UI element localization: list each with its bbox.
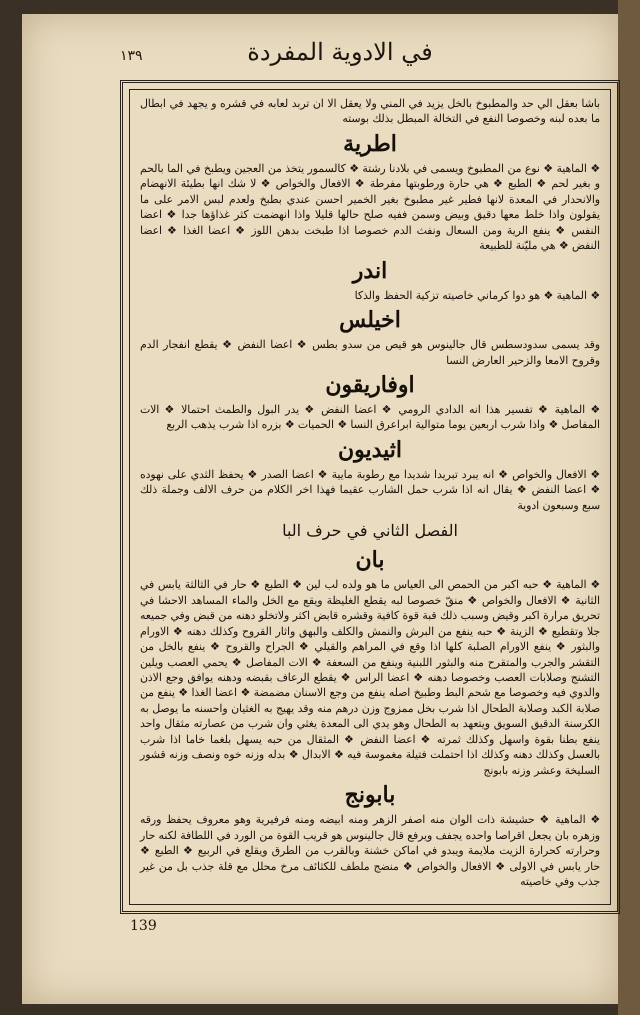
entry-title-andar: اندر xyxy=(352,257,388,284)
entry-text-babunaj: ❖ الماهية ❖ حشيشة ذات الوان منه اصفر الزهر ومنه ابيضه ومنه فرفيرية وهو معروف يحفظ ورقه وزهره بان يجعل اقراصا واحده يجفف ويرفع قال جالينوس هو قريب القوة من الورد في اللطافة لكنه حار وحرارته كحرارة الزيت ملايمة ويبدو في اماكن خشنة وبالقرب من الطرق ويقلع في الربيع ❖ الطبع ❖ حار يابس في الاولى ❖ الافعال والخواص ❖ منضج ملطف للكثائف مرخ محلل مع قلة جذب بل من غير جذب وفي خاصيته xyxy=(140,813,600,888)
text-frame xyxy=(120,80,620,914)
footer-page-number: 139 xyxy=(130,918,157,934)
entry-text-andar: ❖ الماهية ❖ هو دوا كرماني خاصيته تزكية الحفظ والذكا xyxy=(354,288,600,302)
entry-title-babunaj: بابونج xyxy=(344,782,396,809)
section-heading: الفصل الثاني في حرف البا xyxy=(282,521,458,541)
text-frame-inner xyxy=(129,89,611,905)
entry-text-ban: ❖ الماهية ❖ حبه اكبر من الحمص الى العياس ما هو ولده لب لين ❖ الطبع ❖ حار في الثالثة يابس في الثانية ❖ الافعال والخواص ❖ منقّ خصوصا لبه يقطع الغليظة ويقع مع الخل والماء المساهد الاحشا في تحريق مرارة اكبر وقيض وسبب ذلك قبة قوة كافية وقشره قابض اكثر ولاتخلو دهنه من قبض وفي جميعه جلا وتقطيع ❖ الزينة ❖ حبه ينفع من البرش والنمش والكلف والبهق واثار القروح وكذلك دهنه ❖ الاورام والبثور ❖ ينفع الاورام الصلبة كلها اذا وقع في المراهم والقيلي ❖ الجراح والقروح ❖ ينفع بالخل من التقشر والجرب والمتقرح منه والبثور اللبنية وينفع من السعفة ❖ الات المفاصل ❖ يحمي العصب ويلين التشنج وصلابات العصب وخصوصا دهنه ❖ اعضا الراس ❖ يقطع الرعاف بقبضه ودهنه يوافق وجع الاذن والدوي فيه وخصوصا مع شحم البط وطبيخ اصله ينفع من وجع الاسنان مضمضة ❖ اعضا الغذا ❖ ينفع من صلابة الكبد وصلابة الطحال اذا شرب بخل ممزوج وزن درهم منه وقد يهيج به الغثيان واحسنه ما يوصل به الكرسنة الدقيق السويق ويتعهد به الطحال وهو يدي الى المعدة يغثي وان شرب من عصارته مثقال واحد ينفع بطنا بقوة واسهل وكذلك ثمرته ❖ اعضا النفض ❖ المثقال من حبه يسهل بلغما خاما اذا شرب بالعسل وكذلك دهنه وكذلك اذا احتملت فتيلة مغموسة فيه ❖ الابدال ❖ بدله وزنه خوه ونصف وزنه قشور السليخة وعشر وزنه بابونج xyxy=(140,578,600,777)
entry-title-akhilis: اخيلس xyxy=(339,307,401,334)
intro-paragraph: باشا بعقل الي حد والمطبوخ بالخل يزيد في المني ولا يعقل الا ان تربد لعابه في قشره و يجهد في ابطال ما بعده لبنه وخصوصا النفع في التخالة المبطل بذلك بوسته xyxy=(140,97,600,126)
entry-title-athidiyun: اثيديون xyxy=(337,436,403,463)
page-content xyxy=(140,96,600,898)
entry-title-ufariqun: اوفاريقون xyxy=(325,371,415,398)
entry-title-ban: بان xyxy=(355,547,385,574)
entry-title-itriya: اطرية xyxy=(343,130,397,157)
entry-text-itriya: ❖ الماهية ❖ نوع من المطبوخ ويسمى في بلادنا رشتة ❖ كالسمور يتخذ من العجين ويطبخ في الما بالحم و بغير لحم ❖ الطبع ❖ هي حارة ورطوبتها مفرطة ❖ الافعال والخواص ❖ لا شك انها بطيئة الانهضام والانحدار في المعدة لانها فطير غير مطبوخ بغير الخمير احسن عندي بطبخ ولعدم لبس الامر على ما يقولون واذا خلط معها دقيق وبيض وسمن ففيه صلح حالها قليلا واذا انهضمت كثر غذاؤها جدا ❖ اعضا النفس ❖ ينفع الرية ومن السعال ونفث الدم خصوصا اذا طبخت بدهن اللوز ❖ اعضا الغذا ❖ اعضا النفض ❖ هي مليّنة للطبيعة xyxy=(140,161,600,253)
adjacent-page-edge xyxy=(618,0,640,1015)
entry-text-ufariqun: ❖ الماهية ❖ تفسير هذا انه الدادي الرومي ❖ اعضا النفض ❖ يدر البول والطمث احتمالا ❖ الات المفاصل ❖ واذا شرب اربعين يوما متوالية ابراعرق النسا ❖ الحميات ❖ بزره اذا شرب يذهب الربع xyxy=(140,402,600,432)
entry-text-akhilis: وقد يسمى سدودسطس قال جالينوس هو قيص من سدو بطس ❖ اعضا النفض ❖ يقطع انفجار الدم وقروح الامعا والزحير العارض النسا xyxy=(140,338,600,367)
running-header-page-number: ١٣٩ xyxy=(120,48,143,64)
running-header-title: في الادوية المفردة xyxy=(247,38,433,66)
entry-text-athidiyun: ❖ الافعال والخواص ❖ انه يبرد تبريدا شديدا مع رطوبة مايية ❖ اعضا الصدر ❖ يحفظ الثدي على نهوده ❖ اعضا النفض ❖ يقال انه اذا شرب حمل الشارب عقيما فهذا اخر الكلام من حرف الالف وجملة ذلك سبع وسبعون ادوية xyxy=(140,467,600,512)
